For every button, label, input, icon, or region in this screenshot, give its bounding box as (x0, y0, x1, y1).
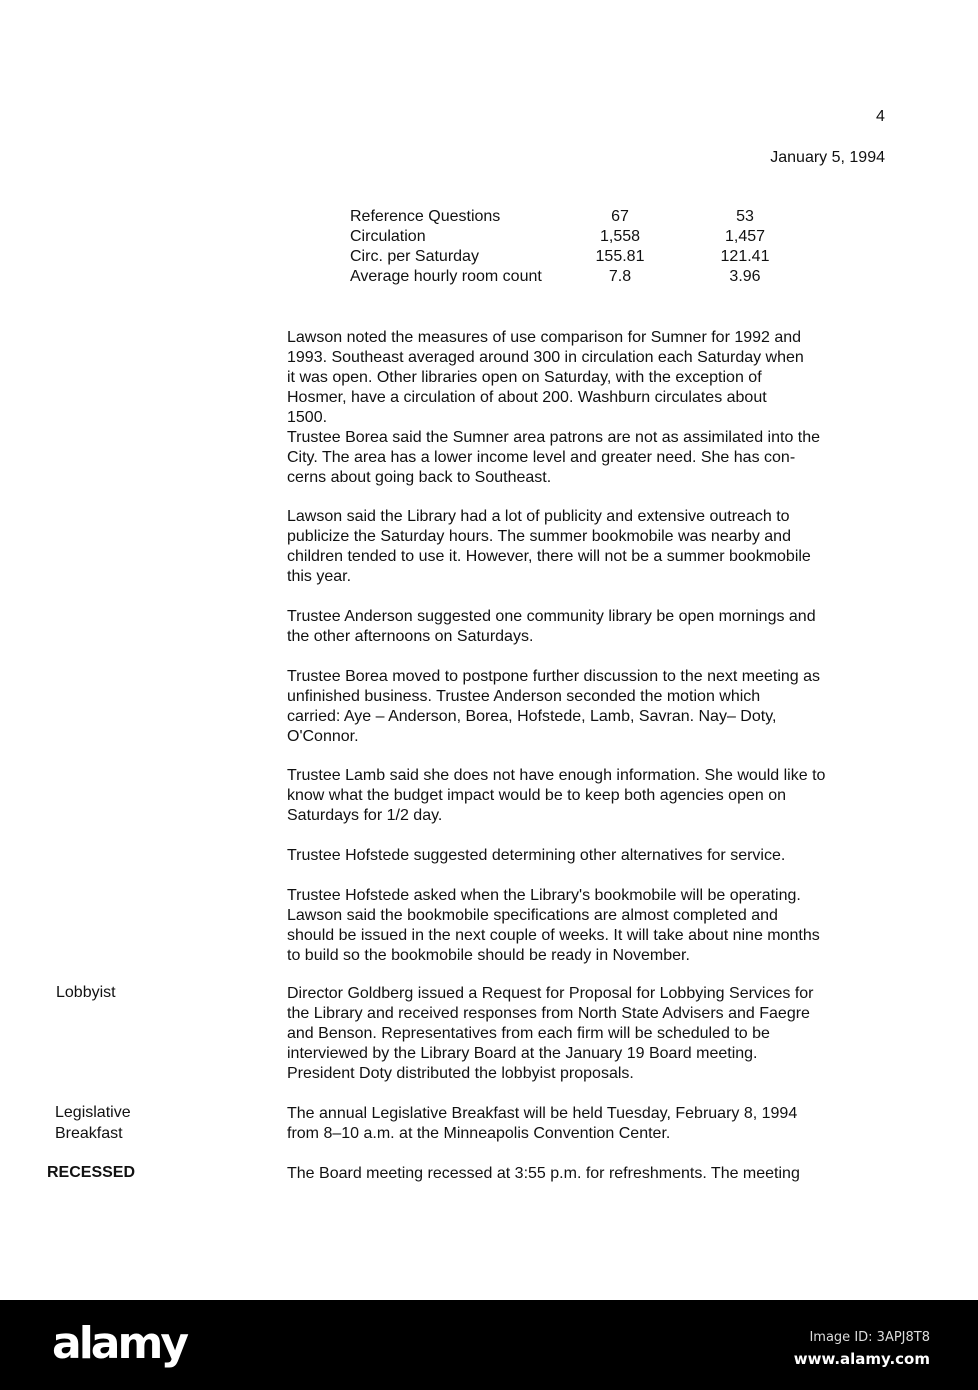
text-line: Lawson said the bookmobile specifications are almost completed and (287, 907, 778, 924)
paragraph (287, 984, 897, 1084)
alamy-logo: alamy (52, 1318, 186, 1369)
paragraph (287, 886, 897, 966)
value-1993: 121.41 (720, 248, 770, 265)
text-line: unfinished business. Trustee Anderson seconded the motion which (287, 688, 761, 705)
text-line: Trustee Borea moved to postpone further discussion to the next meeting as (287, 668, 821, 685)
text-line: Trustee Lamb said she does not have enough information. She would like to (287, 767, 826, 784)
watermark-url: www.alamy.com (793, 1350, 930, 1368)
document-date: January 5, 1994 (770, 149, 885, 166)
paragraph (287, 1164, 897, 1184)
value-1993: 1,457 (724, 228, 766, 245)
row-label: Circ. per Saturday (350, 248, 479, 265)
side-label-lobbyist: Lobbyist (56, 984, 116, 1001)
text-line: publicize the Saturday hours. The summer bookmobile was nearby and (287, 528, 791, 545)
text-line: Trustee Hofstede asked when the Library's bookmobile will be operating. (287, 887, 801, 904)
value-1992: 67 (611, 208, 629, 225)
value-1993: 3.96 (729, 268, 761, 285)
paragraph (287, 507, 897, 587)
text-line: Lawson noted the measures of use comparison for Sumner for 1992 and (287, 329, 802, 346)
table-row (350, 227, 790, 247)
text-line: Hosmer, have a circulation of about 200. Washburn circulates about (287, 389, 767, 406)
text-line: know what the budget impact would be to keep both agencies open on (287, 787, 787, 804)
value-1992: 7.8 (608, 268, 632, 285)
row-label: Reference Questions (350, 208, 501, 225)
text-line: City. The area has a lower income level and greater need. She has con- (287, 449, 796, 466)
paragraph (287, 667, 897, 747)
text-line: should be issued in the next couple of weeks. It will take about nine months (287, 927, 820, 944)
text-line: O'Connor. (287, 728, 359, 745)
text-line: cerns about going back to Southeast. (287, 469, 552, 486)
text-line: Trustee Borea said the Sumner area patrons are not as assimilated into the (287, 429, 821, 446)
text-line: from 8–10 a.m. at the Minneapolis Convention Center. (287, 1125, 671, 1142)
side-label-legislative: Legislative (55, 1104, 131, 1121)
text-line: Lawson said the Library had a lot of publicity and extensive outreach to (287, 508, 790, 525)
paragraph (287, 1104, 897, 1144)
text-line: Saturdays for 1/2 day. (287, 807, 443, 824)
value-1992: 1,558 (599, 228, 641, 245)
row-label: Circulation (350, 228, 426, 245)
table-row (350, 207, 790, 227)
side-label-recessed: RECESSED (47, 1164, 136, 1181)
text-line: 1993. Southeast averaged around 300 in circulation each Saturday when (287, 349, 804, 366)
watermark-bar (0, 1300, 978, 1390)
value-1992: 155.81 (595, 248, 645, 265)
text-line: and Benson. Representatives from each firm will be scheduled to be (287, 1025, 770, 1042)
text-line: carried: Aye – Anderson, Borea, Hofstede, Lamb, Savran. Nay– Doty, (287, 708, 777, 725)
side-label-breakfast: Breakfast (55, 1125, 123, 1142)
text-line: this year. (287, 568, 352, 585)
text-line: The Board meeting recessed at 3:55 p.m. for refreshments. The meeting (287, 1165, 800, 1182)
table-row (350, 267, 790, 287)
page-number: 4 (876, 108, 885, 125)
text-line: Trustee Hofstede suggested determining other alternatives for service. (287, 847, 786, 864)
text-line: Director Goldberg issued a Request for Proposal for Lobbying Services for (287, 985, 814, 1002)
value-1993: 53 (736, 208, 754, 225)
text-line: The annual Legislative Breakfast will be held Tuesday, February 8, 1994 (287, 1105, 798, 1122)
table-row (350, 247, 790, 267)
image-id: Image ID: 3APJ8T8 (809, 1330, 930, 1345)
text-line: it was open. Other libraries open on Saturday, with the exception of (287, 369, 762, 386)
text-line: Trustee Anderson suggested one community library be open mornings and (287, 608, 816, 625)
paragraph (287, 766, 897, 826)
paragraph (287, 846, 897, 866)
row-label: Average hourly room count (350, 268, 542, 285)
text-line: 1500. (287, 409, 328, 426)
paragraph (287, 607, 897, 647)
text-line: children tended to use it. However, there will not be a summer bookmobile (287, 548, 811, 565)
text-line: interviewed by the Library Board at the January 19 Board meeting. (287, 1045, 758, 1062)
text-line: to build so the bookmobile should be ready in November. (287, 947, 690, 964)
text-line: the Library and received responses from North State Advisers and Faegre (287, 1005, 810, 1022)
paragraph (287, 428, 897, 488)
text-line: President Doty distributed the lobbyist proposals. (287, 1065, 634, 1082)
paragraph (287, 328, 897, 428)
text-line: the other afternoons on Saturdays. (287, 628, 534, 645)
